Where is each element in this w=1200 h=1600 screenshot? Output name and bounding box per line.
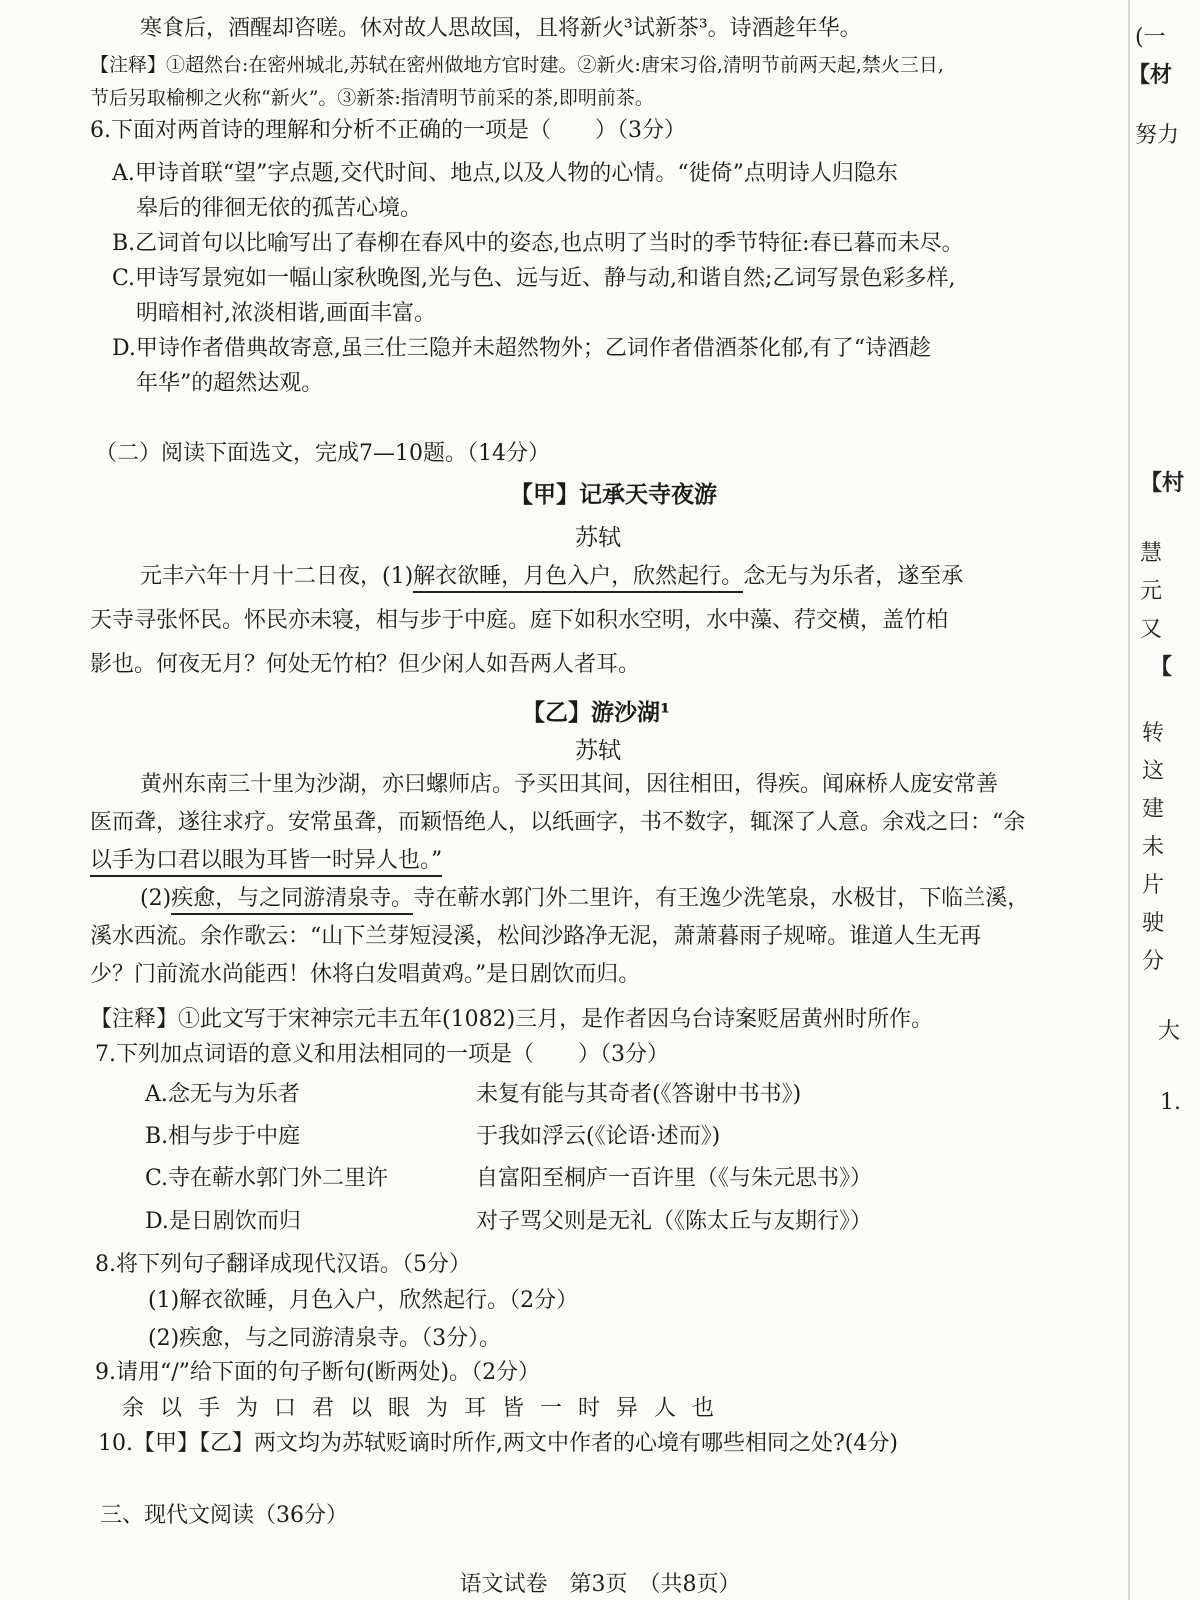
q8-sentence-2: (2)疾愈，与之同游清泉寺。（3分）。 [148, 1326, 502, 1351]
poem-tail-line: 寒食后，酒醒却咨嗟。休对故人思故国，且将新火³试新茶³。诗酒趁年华。 [140, 16, 862, 41]
text-a-para3: 影也。何夜无月？何处无竹柏？但少闲人如吾两人者耳。 [90, 652, 641, 677]
edge-fragment: 片 [1142, 873, 1165, 898]
edge-fragment: 1. [1160, 1090, 1181, 1115]
q9-sentence: 余以手为口君以眼为耳皆一时异人也 [122, 1396, 731, 1421]
text-a-p1-post: 念无与为乐者，遂至承 [743, 564, 964, 589]
q7-option-a-right: 未复有能与其奇者(《答谢中书书》) [476, 1082, 802, 1107]
edge-fragment: 转 [1142, 721, 1165, 746]
text-b-para2: 医而聋，遂往求疗。安常虽聋，而颖悟绝人，以纸画字，书不数字，辄深了人意。余戏之曰：“余 [90, 810, 1026, 835]
edge-fragment: 驶 [1142, 911, 1165, 936]
q6-option-d: D.甲诗作者借典故寄意,虽三仕三隐并未超然物外；乙词作者借酒茶化郁,有了“诗酒趁 [112, 336, 932, 361]
edge-fragment: 元 [1140, 579, 1163, 604]
text-b-para6: 少？门前流水尚能西！休将白发唱黄鸡。”是日剧饮而归。 [90, 962, 641, 987]
notes2: 【注释】①此文写于宋神宗元丰五年(1082)三月，是作者因乌台诗案贬居黄州时所作。 [90, 1007, 934, 1032]
edge-fragment: 慧 [1140, 541, 1163, 566]
q6-option-c-cont: 明暗相衬,浓淡相谐,画面丰富。 [136, 301, 436, 326]
notes1-line1: 【注释】①超然台:在密州城北,苏轼在密州做地方官时建。②新火:唐宋习俗,清明节前两天起,禁火三日, [90, 54, 944, 76]
edge-fragment: 又 [1140, 617, 1163, 642]
edge-fragment: 这 [1142, 759, 1165, 784]
q8-stem: 8.将下列句子翻译成现代汉语。（5分） [95, 1252, 471, 1277]
text-b-para3 [90, 846, 442, 876]
q6-option-a: A.甲诗首联“望”字点题,交代时间、地点,以及人物的心情。“徙倚”点明诗人归隐东 [112, 161, 898, 186]
edge-fragment: 努力 [1135, 123, 1180, 148]
text-b-p4-underlined: 疾愈，与之同游清泉寺。 [171, 886, 413, 915]
text-b-title: 【乙】游沙湖¹ [522, 699, 671, 726]
q7-option-b-left: B.相与步于中庭 [145, 1124, 301, 1149]
q6-stem: 6.下面对两首诗的理解和分析不正确的一项是（ ）（3分） [90, 118, 686, 143]
section3-heading: 三、现代文阅读（36分） [100, 1503, 348, 1528]
q6-option-c: C.甲诗写景宛如一幅山家秋晚图,光与色、远与近、静与动,和谐自然;乙词写景色彩多样, [112, 266, 956, 291]
q8-sentence-1: (1)解衣欲睡，月色入户，欣然起行。（2分） [148, 1288, 579, 1313]
text-b-para4 [140, 884, 1029, 914]
text-b-p3-underlined: 以手为口君以眼为耳皆一时异人也。” [90, 848, 442, 877]
q6-option-a-cont: 皋后的徘徊无依的孤苦心境。 [136, 196, 423, 221]
text-b-p4-post: 寺在蕲水郭门外二里许，有王逸少洗笔泉，水极甘，下临兰溪， [413, 886, 1030, 911]
q7-option-b-right: 于我如浮云(《论语·述而》) [476, 1124, 721, 1149]
q6-option-d-cont: 年华”的超然达观。 [136, 371, 324, 396]
text-b-p4-pre: (2) [140, 886, 172, 911]
q7-option-d-left: D.是日剧饮而归 [145, 1209, 301, 1234]
text-b-para5: 溪水西流。余作歌云：“山下兰芽短浸溪，松间沙路净无泥，萧萧暮雨子规啼。谁道人生无再 [90, 924, 982, 949]
edge-fragment: 【材 [1128, 62, 1173, 88]
edge-fragment: 【村 [1140, 470, 1185, 496]
text-b-author: 苏轼 [575, 738, 621, 764]
edge-fragment: 【 [1150, 654, 1173, 680]
edge-fragment: (一 [1135, 25, 1166, 50]
edge-fragment: 未 [1142, 835, 1165, 860]
text-a-p1-pre: 元丰六年十月十二日夜，(1) [140, 564, 414, 589]
q7-option-c-left: C.寺在蕲水郭门外二里许 [145, 1166, 389, 1191]
text-a-author: 苏轼 [575, 525, 621, 551]
q9-stem: 9.请用“/”给下面的句子断句(断两处)。（2分） [95, 1360, 541, 1385]
section2-heading: （二）阅读下面选文，完成7—10题。（14分） [95, 441, 550, 466]
text-a-para1 [140, 562, 963, 592]
q10-stem: 10.【甲】【乙】两文均为苏轼贬谪时所作,两文中作者的心境有哪些相同之处?(4分) [98, 1431, 898, 1456]
edge-fragment: 大 [1158, 1019, 1181, 1044]
q7-option-d-right: 对子骂父则是无礼（《陈太丘与友期行》） [476, 1209, 873, 1234]
edge-fragment: 建 [1142, 797, 1165, 822]
page-footer: 语文试卷 第3页 （共8页） [459, 1572, 741, 1597]
text-a-title: 【甲】记承天寺夜游 [510, 481, 717, 508]
text-b-para1: 黄州东南三十里为沙湖，亦曰螺师店。予买田其间，因往相田，得疾。闻麻桥人庞安常善 [140, 772, 999, 797]
q7-option-a-left: A.念无与为乐者 [145, 1082, 300, 1107]
q7-option-c-right: 自富阳至桐庐一百许里（《与朱元思书》） [476, 1166, 873, 1191]
notes1-line2: 节后另取榆柳之火称“新火”。③新茶:指清明节前采的茶,即明前茶。 [90, 87, 654, 109]
q7-stem: 7.下列加点词语的意义和用法相同的一项是（ ）（3分） [95, 1042, 669, 1067]
text-a-p1-underlined: 解衣欲睡，月色入户，欣然起行。 [413, 564, 743, 593]
q6-option-b: B.乙词首句以比喻写出了春柳在春风中的姿态,也点明了当时的季节特征:春已暮而未尽。 [112, 231, 964, 256]
edge-fragment: 分 [1142, 949, 1165, 974]
page-gutter [1128, 0, 1130, 1600]
text-a-para2: 天寺寻张怀民。怀民亦未寝，相与步于中庭。庭下如积水空明，水中藻、荇交横，盖竹柏 [90, 608, 949, 633]
